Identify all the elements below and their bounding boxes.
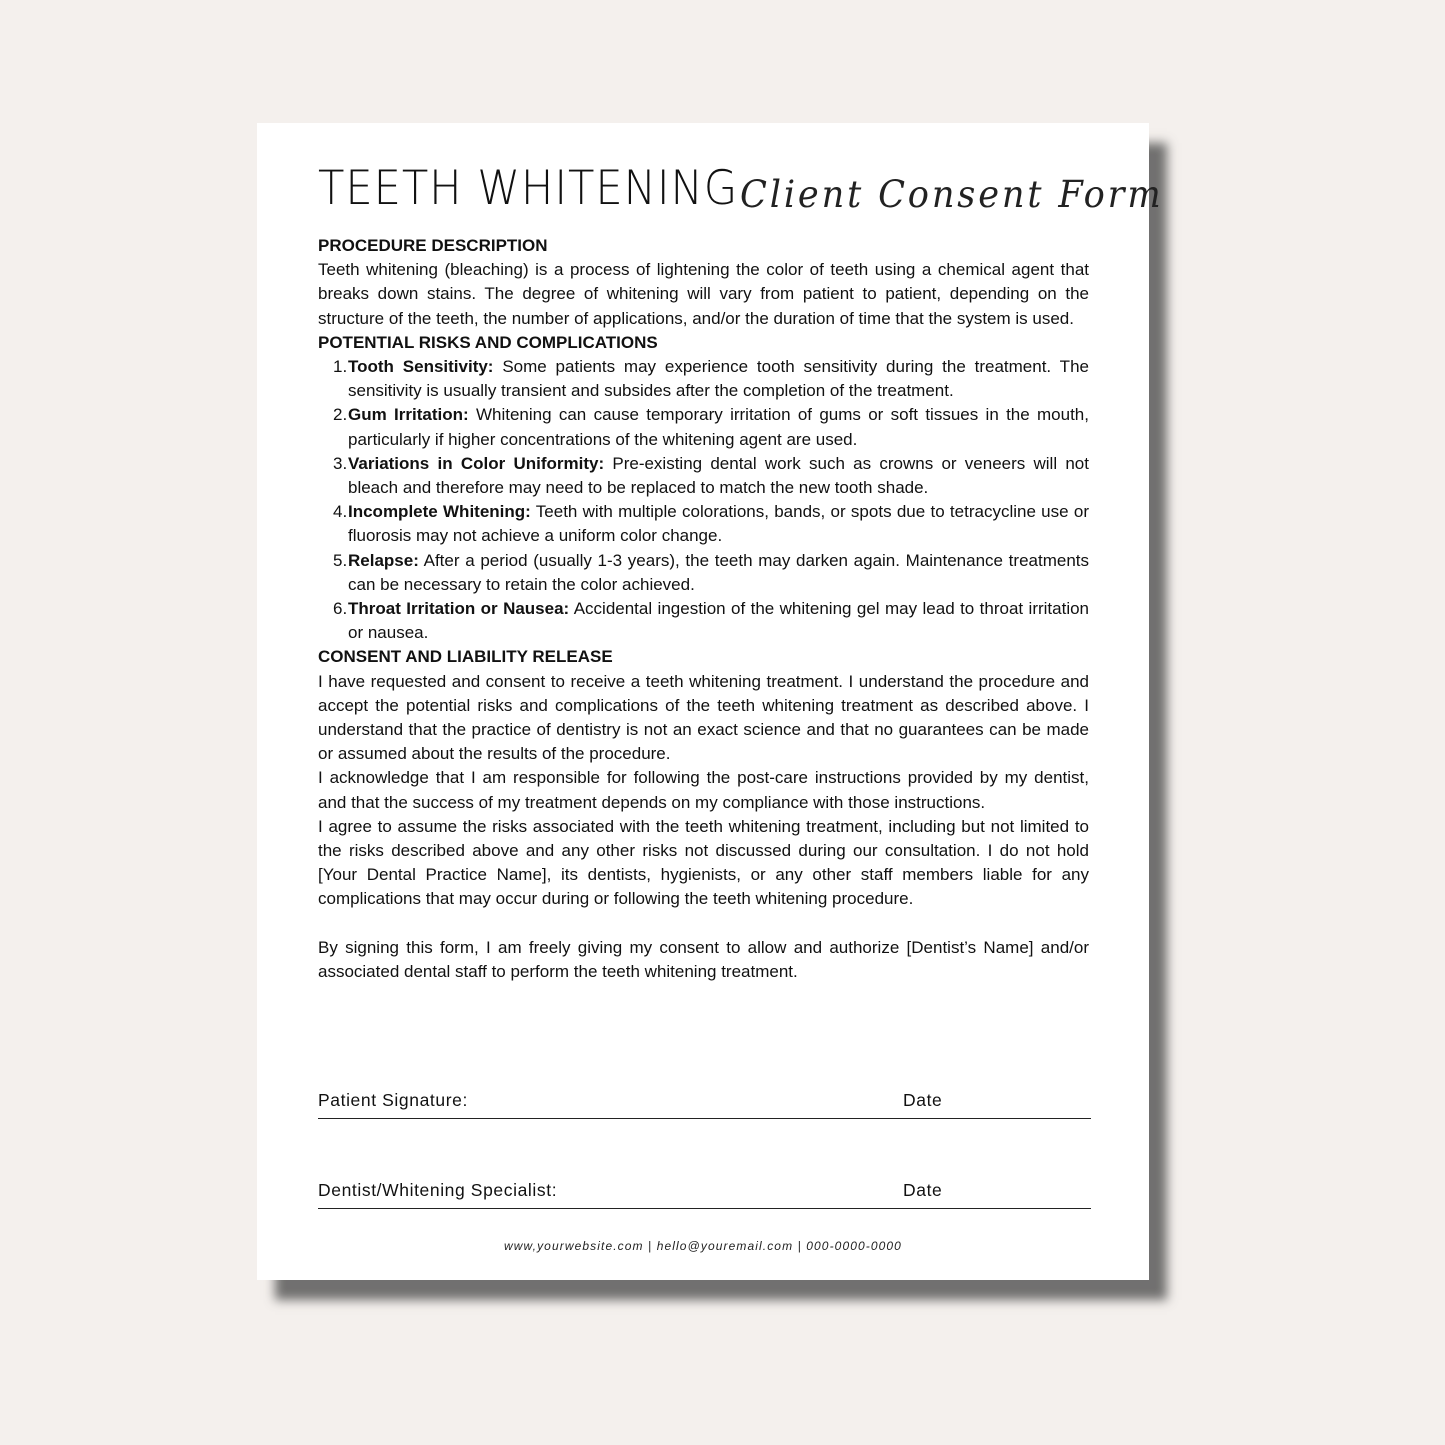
risk-text: Pre-existing dental work such as crowns or veneers will not bleach and therefore may need to be replaced to match the new tooth shade. [348,453,1089,498]
risk-item [348,452,1089,500]
risk-text: Whitening can cause temporary irritation of gums or soft tissues in the mouth, particularly if higher concentrations of the whitening agent are used. [348,405,1089,449]
consent-paragraph: I acknowledge that I am responsible for following the post-care instructions provided by my dentist, and that the success of my treatment depends on my compliance with those instructions. [318,768,1089,812]
dentist-signature-line[interactable] [318,1178,1091,1209]
risk-label: Tooth Sensitivity: [348,357,494,377]
dentist-date-label: Date [903,1180,943,1200]
patient-signature-line[interactable] [318,1088,1091,1119]
risks-list [318,355,1089,645]
procedure-heading: PROCEDURE DESCRIPTION [318,236,548,255]
risk-label: Variations in Color Uniformity: [348,453,605,473]
consent-final: By signing this form, I am freely giving my consent to allow and authorize [Dentist’s Name] and/or associated dental staff to perform the teeth whitening treatment. [318,937,1089,982]
consent-paragraph: I have requested and consent to receive a teeth whitening treatment. I understand the procedure and accept the potential risks and complications of the teeth whitening treatment as described above. I understand that the practice of dentistry is not an exact science and that no guarantees can be made or assumed about the results of the procedure. [318,671,1089,764]
risk-label: Relapse: [348,550,419,570]
consent-form-page [257,123,1164,1280]
risk-label: Throat Irritation or Nausea: [348,599,570,619]
spacer [318,912,1089,936]
risks-heading: POTENTIAL RISKS AND COMPLICATIONS [318,332,658,352]
patient-date-label: Date [903,1090,943,1110]
title-script: Client Consent Form [740,173,1164,216]
risk-item [348,597,1089,645]
consent-heading: CONSENT AND LIABILITY RELEASE [318,647,613,667]
risk-item [348,500,1089,548]
risk-text: After a period (usually 1-3 years), the teeth may darken again. Maintenance treatments can be necessary to retain the color achieved. [348,550,1089,594]
title-main: TEETH WHITENING [318,161,739,216]
procedure-text: Teeth whitening (bleaching) is a process of lightening the color of teeth using a chemical agent that breaks down stains. The degree of whitening will vary from patient to patient, depending on the structure of the teeth, the number of applications, and/or the duration of time that the system is used. [318,260,1089,328]
dentist-signature-label: Dentist/Whitening Specialist: [318,1180,558,1200]
risk-item [348,355,1089,403]
consent-paragraph: I agree to assume the risks associated with the teeth whitening treatment, including but not limited to the risks described above and any other risks not discussed during our consultation. I do not hold [Your Dental Practice Name], its dentists, hygienists, or any other staff members liable for any complications that may occur during or following the teeth whitening procedure. [318,816,1089,909]
risk-text: Accidental ingestion of the whitening gel may lead to throat irritation or nausea. [348,599,1090,643]
form-body [318,234,1089,984]
form-title [318,161,1164,221]
risk-label: Incomplete Whitening: [348,502,531,522]
risk-text: Some patients may experience tooth sensitivity during the treatment. The sensitivity is usually transient and subsides after the completion of the treatment. [348,357,1089,401]
risk-item [348,549,1089,597]
risk-item [348,403,1089,451]
patient-signature-label: Patient Signature: [318,1090,468,1110]
risk-label: Gum Irritation: [348,405,469,425]
contact-footer: www,yourwebsite.com | hello@youremail.com | 000-0000-0000 [504,1239,902,1253]
risk-text: Teeth with multiple colorations, bands, or spots due to tetracycline use or fluorosis may not achieve a uniform color change. [348,502,1089,546]
